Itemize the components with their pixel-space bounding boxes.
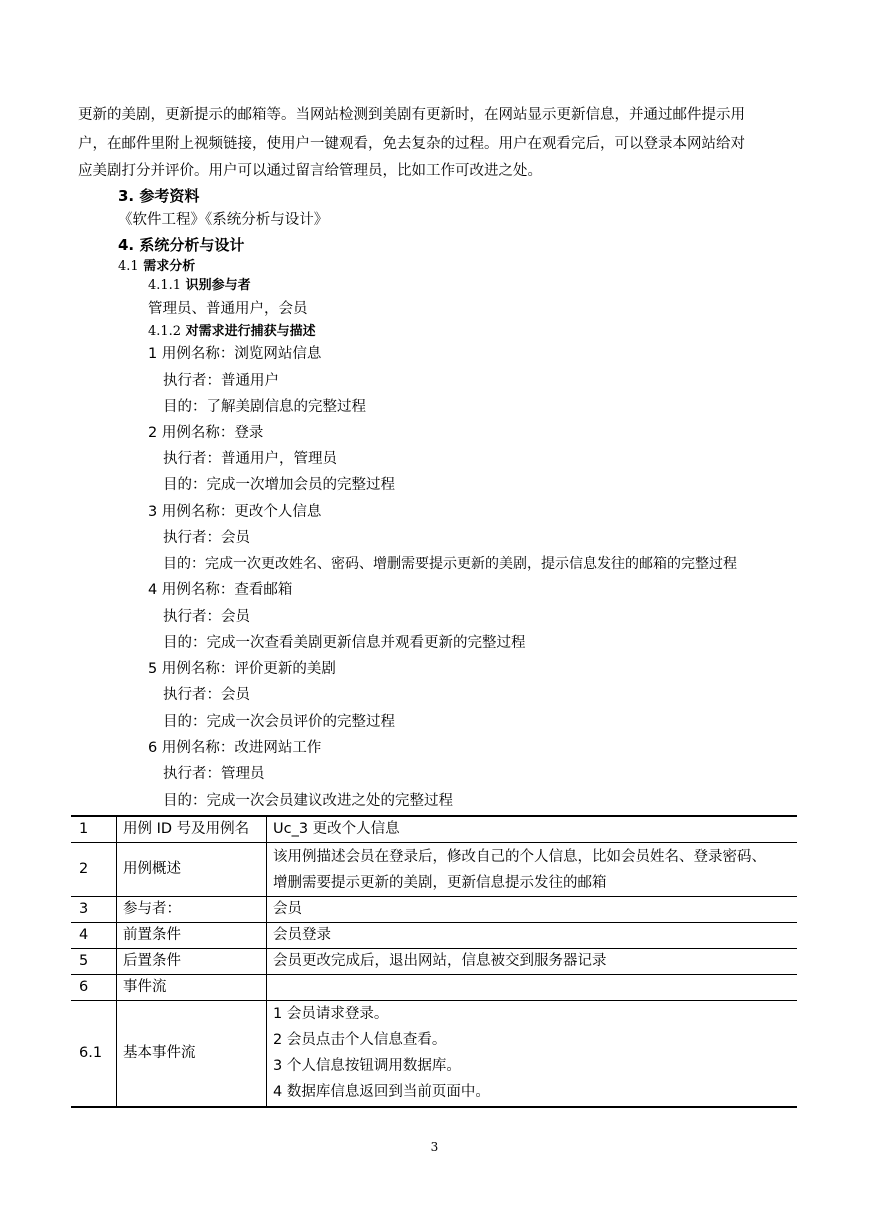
row-value: Uc_3 更改个人信息 <box>267 816 798 843</box>
row-value-line: 1 会员请求登录。 <box>273 1006 389 1023</box>
row-number: 6 <box>71 975 117 1001</box>
row-label: 后置条件 <box>117 949 267 975</box>
row-number: 5 <box>71 949 117 975</box>
usecase-6-title: 6 用例名称：改进网站工作 <box>148 740 322 756</box>
row-label: 用例 ID 号及用例名 <box>117 816 267 843</box>
row-number: 1 <box>71 816 117 843</box>
row-value <box>267 975 798 1001</box>
usecase-table <box>71 815 797 1108</box>
section-4-1-1-title: 识别参与者 <box>185 278 251 293</box>
usecase-1-purpose: 目的：了解美剧信息的完整过程 <box>163 399 366 415</box>
row-value-line: 2 会员点击个人信息查看。 <box>273 1032 447 1049</box>
row-value-line: 4 数据库信息返回到当前页面中。 <box>273 1084 490 1101</box>
intro-line-3: 应美剧打分并评价。用户可以通过留言给管理员，比如工作可改进之处。 <box>78 163 542 179</box>
usecase-5-title: 5 用例名称：评价更新的美剧 <box>148 661 336 677</box>
table-row <box>71 897 797 923</box>
row-number: 3 <box>71 897 117 923</box>
intro-line-1: 更新的美剧，更新提示的邮箱等。当网站检测到美剧有更新时，在网站显示更新信息，并通过邮件提示用 <box>78 107 745 123</box>
row-label: 基本事件流 <box>117 1001 267 1107</box>
row-number: 2 <box>71 843 117 897</box>
row-value <box>267 1001 798 1107</box>
usecase-4-purpose: 目的：完成一次查看美剧更新信息并观看更新的完整过程 <box>163 635 526 651</box>
intro-line-2: 户，在邮件里附上视频链接，使用户一键观看，免去复杂的过程。用户在观看完后，可以登录本网站给对 <box>78 136 745 152</box>
table-row <box>71 816 797 843</box>
usecase-3-purpose: 目的：完成一次更改姓名、密码、增删需要提示更新的美剧，提示信息发往的邮箱的完整过程 <box>163 556 737 572</box>
section-4-1-heading <box>118 257 195 277</box>
row-label: 前置条件 <box>117 923 267 949</box>
section-4-1-1-number: 4.1.1 <box>148 278 182 293</box>
usecase-1-title: 1 用例名称：浏览网站信息 <box>148 346 322 362</box>
table-row <box>71 1001 797 1107</box>
row-number: 6.1 <box>71 1001 117 1107</box>
usecase-5-purpose: 目的：完成一次会员评价的完整过程 <box>163 714 395 730</box>
usecase-1-actor: 执行者：普通用户 <box>163 373 279 389</box>
table-row <box>71 923 797 949</box>
section-4-heading: 4. 系统分析与设计 <box>118 236 245 254</box>
row-label: 参与者： <box>117 897 267 923</box>
section-4-1-1-heading <box>148 276 251 296</box>
section-4-1-title: 需求分析 <box>143 259 196 274</box>
row-value-line: 增删需要提示更新的美剧，更新信息提示发往的邮箱 <box>273 874 607 891</box>
row-value-line: 该用例描述会员在登录后，修改自己的个人信息，比如会员姓名、登录密码、 <box>273 848 766 865</box>
section-4-1-1-content: 管理员、普通用户，会员 <box>148 301 308 317</box>
row-number: 4 <box>71 923 117 949</box>
row-value: 会员更改完成后，退出网站，信息被交到服务器记录 <box>267 949 798 975</box>
usecase-5-actor: 执行者：会员 <box>163 687 250 703</box>
usecase-3-title: 3 用例名称：更改个人信息 <box>148 504 322 520</box>
section-4-1-number: 4.1 <box>118 259 139 274</box>
row-value: 会员登录 <box>267 923 798 949</box>
usecase-2-actor: 执行者：普通用户，管理员 <box>163 451 337 467</box>
table-row <box>71 843 797 897</box>
usecase-6-purpose: 目的：完成一次会员建议改进之处的完整过程 <box>163 793 453 809</box>
section-3-heading: 3. 参考资料 <box>118 187 200 205</box>
row-value <box>267 843 798 897</box>
section-4-1-2-title: 对需求进行捕获与描述 <box>185 324 316 339</box>
usecase-3-actor: 执行者：会员 <box>163 530 250 546</box>
row-label: 用例概述 <box>117 843 267 897</box>
usecase-4-actor: 执行者：会员 <box>163 609 250 625</box>
section-3-content: 《软件工程》《系统分析与设计》 <box>118 212 329 228</box>
usecase-2-purpose: 目的：完成一次增加会员的完整过程 <box>163 477 395 493</box>
page-number: 3 <box>430 1140 439 1154</box>
usecase-6-actor: 执行者：管理员 <box>163 766 265 782</box>
row-value: 会员 <box>267 897 798 923</box>
section-4-1-2-number: 4.1.2 <box>148 324 182 339</box>
row-label: 事件流 <box>117 975 267 1001</box>
usecase-2-title: 2 用例名称：登录 <box>148 425 264 441</box>
row-value-line: 3 个人信息按钮调用数据库。 <box>273 1058 461 1075</box>
section-4-1-2-heading <box>148 322 316 342</box>
usecase-4-title: 4 用例名称：查看邮箱 <box>148 582 293 598</box>
table-row <box>71 949 797 975</box>
table-row <box>71 975 797 1001</box>
